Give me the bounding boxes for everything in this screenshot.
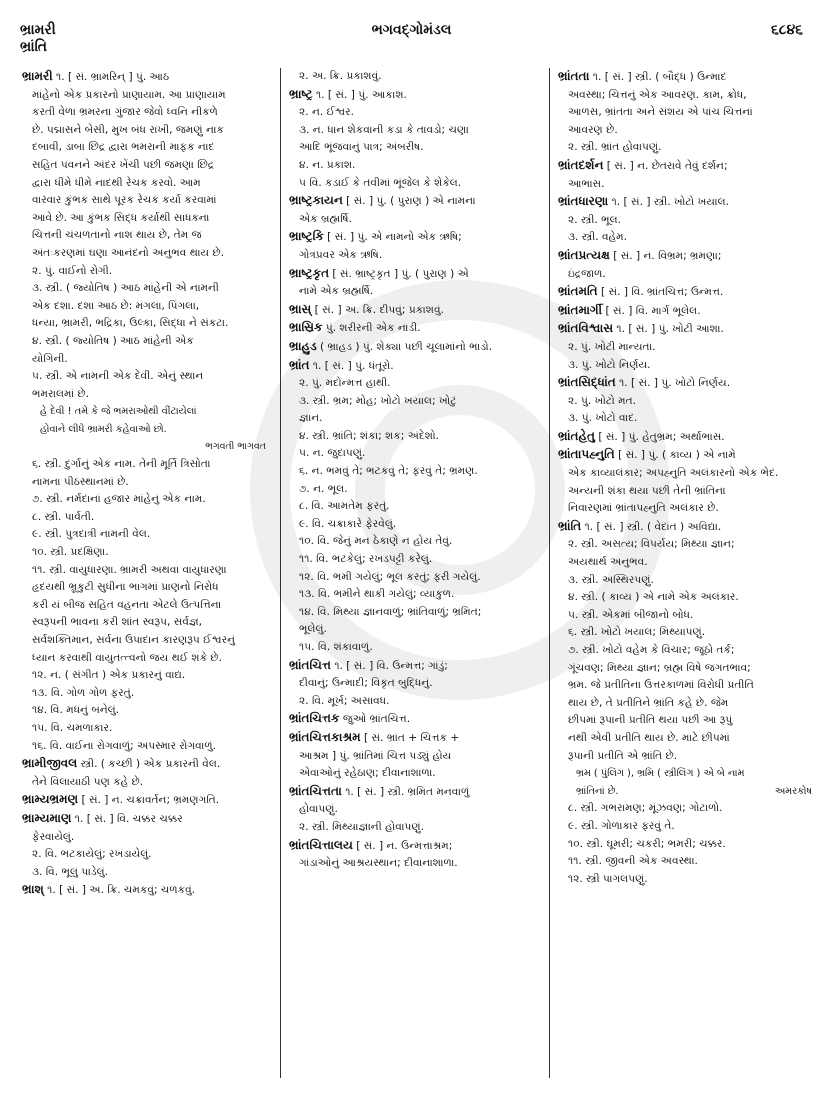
definition-line: ગાંડાઓનું આશ્રયસ્થાન; દીવાનાશાળા. bbox=[299, 857, 458, 870]
definition-line: આળસ, ભ્રાંતતા અને સંશય એ પાંચ ચિત્તનાં bbox=[568, 106, 753, 119]
headword: ભ્રાસ્રિક bbox=[289, 320, 323, 335]
definition-line: માંહેનો એક પ્રકારનો પ્રાણાયામ. આ પ્રાણાયામ bbox=[32, 88, 226, 101]
headword: ભ્રામ્યભ્રમણ bbox=[22, 792, 79, 807]
definition-line: હૃદયથી ભ્રૂકુટી સુધીના ભાગમાં પ્રાણનો નિરોધ bbox=[32, 581, 219, 594]
headword: ભ્રાંતમાર્ગી bbox=[558, 302, 603, 317]
definition-line: રૂપાની પ્રતીતિ એ ભ્રાંતિ છે. bbox=[568, 749, 678, 762]
citation-source: ભગવતી ભાગવત bbox=[205, 441, 266, 453]
definition-text: [ સં. ] પું. એ નામનો એક ઋષિ; bbox=[323, 231, 462, 244]
headword: ભ્રામીજીવલ bbox=[22, 756, 78, 771]
entry-first-line bbox=[558, 193, 812, 212]
definition-line: દબાવી, ડાબા છિદ્ર દ્વારા ભમરાની માફક નાદ bbox=[32, 141, 215, 154]
definition-line: ૨. વિ. ભટકાયેલું; રખડાયેલું. bbox=[32, 848, 152, 861]
definition-line: સહિત પવનને અંદર ખેંચી પછી જમણા છિદ્ર bbox=[32, 158, 215, 171]
entry-first-line bbox=[289, 265, 541, 284]
entry-first-line bbox=[289, 86, 541, 105]
definition-line: ૧૩. વિ. ભમીને થાકી ગયેલું; વ્યાકુળ. bbox=[299, 588, 455, 601]
entry-first-line bbox=[289, 319, 541, 338]
definition-text: ૧. [ સં. ભ્રામરિન્ ] પું. આઠ bbox=[52, 71, 170, 83]
definition-line: ૭. સ્ત્રી. નર્મદાનાં હજાર માંહેનું એક નામ. bbox=[32, 493, 206, 506]
definition-line: ઇંદ્રજાળ. bbox=[568, 267, 606, 280]
entry-first-line bbox=[289, 710, 541, 729]
definition-line: તેને વિલાયાઠી પણ કહે છે. bbox=[32, 775, 144, 788]
entry-first-line bbox=[558, 428, 812, 447]
definition-line: સ્વરૂપની ભાવના કરી શાંત સ્વરૂપ, સર્વજ્ઞ, bbox=[32, 616, 203, 629]
definition-line: ૨. અ. ક્રિ. પ્રકાશવું. bbox=[299, 70, 382, 82]
headword: ભ્રાંતસિદ્ધાંત bbox=[558, 375, 616, 390]
entry-first-line bbox=[22, 881, 272, 900]
headword: ભ્રાંતચિત્ત bbox=[289, 657, 331, 672]
definition-line: નામે એક બ્રહ્મર્ષિ. bbox=[299, 285, 374, 298]
definition-text: ૧. [ સં. ] પું. ખોટી આશા. bbox=[613, 323, 724, 336]
definition-text: [ સં. ] પું. ( પુરાણ ) એ નામના bbox=[342, 195, 476, 208]
definition-line: ૭. સ્ત્રી. ખોટો વહેમ કે વિચાર; જૂઠો તર્ક; bbox=[568, 644, 735, 656]
definition-text: [ સં. ] પું. ( કાવ્ય ) એ નામે bbox=[614, 449, 736, 462]
definition-text: ૧. [ સં. ] સ્ત્રી. ( વેદાંત ) અવિદ્યા. bbox=[581, 520, 722, 533]
entry-first-line bbox=[289, 729, 541, 748]
definition-line: ૭. ન. ભૂલ. bbox=[299, 482, 348, 495]
entry-first-line bbox=[558, 302, 812, 321]
definition-line: છે. પદ્માસને બેસી, મુખ બંધ રાખી, જમણું નાક bbox=[32, 123, 224, 136]
definition-text: ૧. [ સં. ] વિ. ઉન્મત્ત; ગાંડું; bbox=[330, 659, 448, 672]
definition-line: ૫ વિ. કડાઈ કે તવીમાં ભૂંજેલ કે શેકેલ. bbox=[299, 176, 462, 189]
quotation-text: હે દેવી ! તમે કે જે ભમરાઓથી વીંટાયેલાં bbox=[40, 406, 197, 418]
headword: ભ્રાષ્ટ્રકાયન bbox=[289, 193, 343, 208]
headword: ભ્રાહુડ bbox=[289, 338, 317, 353]
definition-text: ૧. [ સં. ] પું. ખોટો નિર્ણય. bbox=[615, 377, 731, 390]
headword: ભ્રાસ્ bbox=[289, 301, 312, 316]
quotation-text: ભ્રમ ( પુંલિંગ ), ભ્રમિ ( સ્ત્રીલિંગ ) એ બે નામ bbox=[576, 768, 745, 780]
definition-line: ૨. પું. ખોટો મત. bbox=[568, 394, 636, 407]
entry-first-line bbox=[289, 657, 541, 676]
definition-line: ગોત્રપ્રવર એક ઋષિ. bbox=[299, 248, 383, 261]
definition-line: સર્વશક્તિમાન, સર્વના ઉપાદાન કારણરૂપ ઈશ્વરનું bbox=[32, 634, 235, 646]
definition-line: અયથાર્થ અનુભવ. bbox=[568, 556, 648, 569]
definition-text: ૧. [ સં. ] પું. ધંતૂરો. bbox=[309, 359, 394, 372]
definition-line: એક બ્રહ્મર્ષિ. bbox=[299, 212, 352, 225]
definition-line: ૨. પું. મદોન્મત્ત હાથી. bbox=[299, 377, 391, 390]
definition-line: આશ્રમ ] પું. ભ્રાંતિમાં ચિત્ત પડ્યું હોય bbox=[299, 749, 452, 762]
definition-text: [ સં. ] વિ. ભ્રાંતચિત્ત; ઉન્મત્ત. bbox=[597, 286, 724, 299]
definition-line: ૨. ન. ઈશ્વર. bbox=[299, 106, 354, 119]
definition-line: ૨. સ્ત્રી. મિથ્યાજ્ઞાની હોવાપણું. bbox=[299, 820, 424, 833]
headword: ભ્રામ્યમાણ bbox=[22, 810, 72, 825]
definition-line: ધન્યા, ભ્રામરી, ભદ્રિકા, ઉલ્કા, સિદ્ધા ને સંકટા. bbox=[32, 317, 229, 330]
quotation-text: ભ્રાંતિનાં છે. bbox=[576, 785, 619, 797]
definition-line: આવરણ છે. bbox=[568, 123, 618, 136]
entry-first-line bbox=[22, 68, 272, 87]
headword: ભ્રાંતપ્રત્યક્ષ bbox=[558, 247, 610, 262]
definition-line: ભ્રમ. જે પ્રતીતિના ઉત્તરકાળમાં વિરોધી પ્રતીતિ bbox=[568, 679, 754, 692]
definition-line: ૪. સ્ત્રી. ભ્રાંતિ; શંકા; શક; અંદેશો. bbox=[299, 429, 439, 442]
definition-line: ૩. ન. ધાન શેકવાની કડા કે તાવડો; ચણા bbox=[299, 123, 469, 136]
definition-line: આવે છે. આ કુંભક સિદ્ધ કર્યાથી સાધકના bbox=[32, 211, 210, 224]
definition-line: ૧૫. વિ. ચમળાકાર. bbox=[32, 721, 113, 734]
entry-first-line bbox=[558, 374, 812, 393]
definition-line: ૨. સ્ત્રી. ભૂલ. bbox=[568, 213, 622, 226]
entry-first-line bbox=[22, 755, 272, 774]
dictionary-columns bbox=[22, 68, 812, 1078]
page-number: ૬૮૪૬ bbox=[770, 22, 803, 38]
headword: ભ્રાંતાપહ્નુતિ bbox=[558, 447, 615, 462]
definition-line: ૮. સ્ત્રી. પાર્વતી. bbox=[32, 510, 95, 523]
headword: ભ્રાંતચિત્તક bbox=[289, 711, 340, 726]
definition-line: ૬. સ્ત્રી. ખોટો ખયાલ; મિથ્યાપણું. bbox=[568, 626, 706, 639]
definition-line: ૧૧. સ્ત્રી. વાયુધારણા. ભ્રામરી અથવા વાયુધારણા bbox=[32, 563, 227, 576]
definition-line: ૩. સ્ત્રી. વહેમ. bbox=[568, 231, 627, 244]
definition-line: ૩. પું. ખોટો વાદ. bbox=[568, 412, 638, 425]
definition-line: ૩. સ્ત્રી. અસ્થિરપણું. bbox=[568, 573, 654, 586]
definition-line: ૩. સ્ત્રી. ભ્રમ; મોહ; ખોટો ખયાલ; ખોટું bbox=[299, 394, 457, 407]
definition-line: ૨. સ્ત્રી. અસત્ય; વિપર્યય; મિથ્યા જ્ઞાન; bbox=[568, 538, 735, 551]
definition-text: [ સં. ] પું. હેતુભ્રમ; અર્થાભાસ. bbox=[594, 430, 725, 443]
definition-line: એક કાવ્યાલંકાર; અપહ્નુતિ અલંકારનો એક ભેદ. bbox=[568, 467, 779, 480]
definition-line: ૯. વિ. ચક્રાકારે ફેરવેલું. bbox=[299, 517, 397, 530]
entry-first-line bbox=[558, 247, 812, 266]
headword: ભ્રાંતમતિ bbox=[558, 284, 598, 299]
definition-text: [ સં. ] ન. ચક્રાવર્તન; ભ્રમણગતિ. bbox=[78, 794, 220, 807]
entry-first-line bbox=[289, 338, 541, 357]
column-2 bbox=[280, 68, 550, 1078]
headword: ભ્રાંતતા bbox=[558, 69, 590, 83]
definition-line: દ્વારા ધીમે ધીમે નાદથી રેચક કરવો. આમ bbox=[32, 176, 201, 189]
definition-text: જુઓ ભ્રાંતચિત્ત. bbox=[339, 713, 411, 726]
definition-line: ૩. વિ. ભૂલું પાડેલું. bbox=[32, 865, 109, 878]
entry-first-line bbox=[558, 446, 812, 465]
definition-text: ૧. [ સં. ] સ્ત્રી. ભ્રમિત મનવાળું bbox=[341, 785, 470, 798]
definition-line: અવસ્થા; ચિત્તનું એક આવરણ. કામ, ક્રોધ, bbox=[568, 88, 747, 101]
definition-line: નથી એવી પ્રતીતિ થાય છે. માટે છીપમાં bbox=[568, 731, 730, 744]
definition-line: અન્યની શંકા થયા પછી તેની ભ્રાંતિના bbox=[568, 484, 726, 497]
definition-line: ૧૨. ન. ( સંગીત ) એક પ્રકારનું વાદ્ય. bbox=[32, 669, 186, 682]
headword: ભ્રાંતિ bbox=[558, 518, 582, 533]
definition-line: ૧૧. સ્ત્રી. જીવની એક અવસ્થા. bbox=[568, 855, 698, 868]
definition-line: જ્ઞાન. bbox=[299, 412, 323, 425]
headword: ભ્રાષ્ટ્રકિ bbox=[289, 229, 324, 244]
definition-line: વારંવાર કુંભક સાથે પૂરક રેચક કર્યા કરવામાં bbox=[32, 194, 217, 207]
entry-first-line bbox=[289, 192, 541, 211]
definition-line: ૮. સ્ત્રી. ગભરામણ; મૂંઝવણ; ગોટાળો. bbox=[568, 802, 723, 815]
definition-line: યોગિની. bbox=[32, 352, 68, 365]
definition-line: ૫. ન. જુદાપણું. bbox=[299, 447, 366, 460]
page-title: ભગવદ્ગોમંડલ bbox=[371, 22, 452, 38]
definition-line: ૪. સ્ત્રી. ( કાવ્ય ) એ નામે એક અલંકાર. bbox=[568, 591, 739, 604]
definition-line: અંતઃકરણમાં ઘણા આનંદનો અનુભવ થાય છે. bbox=[32, 246, 225, 259]
definition-text: સ્ત્રી. ( કચ્છી ) એક પ્રકારની વેલ. bbox=[77, 758, 221, 771]
definition-text: ૧. [ સં. ] પું. આકાશ. bbox=[312, 88, 407, 101]
definition-text: [ સં. ] અ. ક્રિ. દીપવું; પ્રકાશવું. bbox=[311, 303, 444, 316]
entry-first-line bbox=[289, 228, 541, 247]
entry-first-line bbox=[558, 68, 812, 87]
definition-text: [ સં. ] ન. છેતરાવે તેવું દર્શન; bbox=[603, 159, 728, 172]
definition-line: ૬. સ્ત્રી. દુર્ગાનું એક નામ. તેની મૂર્તિ ત્રિસોતા bbox=[32, 458, 211, 471]
definition-line: આભાસ. bbox=[568, 177, 605, 190]
entry-first-line bbox=[558, 283, 812, 302]
definition-line: એવાઓનું રહેઠાણ; દીવાનાશાળા. bbox=[299, 767, 436, 780]
headword: ભ્રાંત bbox=[289, 357, 310, 372]
definition-line: ૫. સ્ત્રી. એ નામની એક દેવી. એનું સ્થાન bbox=[32, 370, 204, 383]
definition-line: ભૂલેલું. bbox=[299, 623, 327, 636]
definition-line: ૩. સ્ત્રી. ( જ્યોતિષ ) આઠ માંહેની એ નામની bbox=[32, 282, 219, 295]
definition-line: ૮. વિ. આમતેમ ફરતું. bbox=[299, 500, 390, 513]
definition-line: કરી યં બીજ સહિત વહનતા એટલે ઉત્પત્તિના bbox=[32, 598, 222, 611]
definition-line: નિવારણમાં ભ્રાંતાપહ્નુતિ અલંકાર છે. bbox=[568, 502, 719, 515]
definition-line: એક દશા. દશા આઠ છે: મંગલા, પિંગલા, bbox=[32, 299, 200, 312]
definition-line: ૨. વિ. મૂર્ખ; અસાવધ. bbox=[299, 694, 390, 707]
definition-line: ૧૦. સ્ત્રી. પ્રદક્ષિણા. bbox=[32, 546, 109, 559]
entry-first-line bbox=[289, 783, 541, 802]
definition-line: ૨. પું. વાઈનો રોગી. bbox=[32, 264, 113, 277]
definition-line: ૫. સ્ત્રી. એકમાં બીજાનો બોધ. bbox=[568, 608, 694, 621]
definition-text: ૧. [ સં. ] વિ. ચક્કર ચક્કર bbox=[71, 812, 183, 825]
definition-text: પું. શરીરની એક નાડી. bbox=[322, 322, 421, 335]
definition-line: ૧૦. વિ. જેનું મન ઠેકાણે ન હોય તેવું. bbox=[299, 535, 453, 548]
definition-text: ૧. [ સં. ] સ્ત્રી. ખોટો ખયાલ. bbox=[608, 196, 729, 209]
definition-line: ધ્યાન કરવાથી વાયુતત્ત્વનો જય થઈ શકે છે. bbox=[32, 651, 222, 664]
quotation-text: હોવાને લીધે ભ્રામરી કહેવાઓ છો. bbox=[40, 423, 167, 435]
headword: ભ્રાંતધારણા bbox=[558, 194, 609, 209]
definition-line: ૨. પું. ખોટી માન્યતા. bbox=[568, 340, 656, 353]
definition-line: નામના પીઠસ્થાનમાં છે. bbox=[32, 475, 129, 488]
definition-line: ૪. સ્ત્રી. ( જ્યોતિષ ) આઠ માંહેની એક bbox=[32, 334, 194, 347]
definition-line: હોવાપણું. bbox=[299, 803, 338, 816]
definition-text: [ સં. ] ન. વિભ્રમ; ભ્રમણા; bbox=[609, 249, 722, 262]
definition-line: આદિ ભૂંજવાનું પાત્ર; અંબરીષ. bbox=[299, 141, 424, 154]
entry-first-line bbox=[22, 810, 272, 829]
headword: ભ્રાંતહેતુ bbox=[558, 428, 595, 443]
definition-line: ૧૧. વિ. ભટકેલું; રખડપટ્ટી કરેલું. bbox=[299, 553, 433, 566]
entry-first-line bbox=[289, 301, 541, 320]
entry-first-line bbox=[289, 357, 541, 376]
page-header bbox=[20, 22, 803, 64]
headword: ભ્રાંતચિત્તતા bbox=[289, 783, 342, 798]
headword: ભ્રાંતવિશ્વાસ bbox=[558, 321, 614, 336]
guide-word-first: ભ્રામરી bbox=[20, 22, 56, 38]
definition-line: ૧૪. વિ. મિથ્યા જ્ઞાનવાળું; ભ્રાંતિવાળું; ભ્રમિત; bbox=[299, 605, 482, 618]
definition-line: ભમરાલમાં છે. bbox=[32, 387, 90, 400]
entry-first-line bbox=[22, 791, 272, 810]
column-3 bbox=[550, 68, 812, 1078]
definition-line: ૧૫. વિ. શંકાવાળું. bbox=[299, 641, 373, 653]
headword: ભ્રાંતચિત્તાલય bbox=[289, 837, 353, 852]
citation-source: અમરકોષ bbox=[774, 785, 812, 797]
headword: ભ્રાષ્ટ્ર bbox=[289, 86, 313, 101]
definition-line: કરતી વેળા ભ્રમરના ગુંજાર જેવો ધ્વનિ નીકળે bbox=[32, 106, 218, 119]
headword: ભ્રાંતદર્શન bbox=[558, 157, 604, 172]
entry-first-line bbox=[289, 837, 541, 856]
definition-line: ૯. સ્ત્રી. ગોળાકાર ફરવું તે. bbox=[568, 819, 675, 832]
definition-line: ફેરવાયેલું. bbox=[32, 830, 75, 843]
headword: ભ્રાષ્ટ્રકૃત bbox=[289, 265, 330, 280]
guide-word-last: ભ્રાંતિ bbox=[20, 39, 48, 55]
definition-text: ૧. [ સં. ] સ્ત્રી. ( બૌદ્ધ ) ઉન્માદ bbox=[589, 71, 727, 83]
definition-text: [ સં. ] વિ. માર્ગ ભૂલેલ. bbox=[602, 304, 701, 317]
definition-line: ૧૬. વિ. વાઈના રોગવાળું; અપસ્માર રોગવાળું. bbox=[32, 739, 216, 752]
definition-line: છીપમાં રૂપાની પ્રતીતિ થયા પછી આ રૂપું bbox=[568, 714, 733, 727]
column-1 bbox=[22, 68, 280, 1078]
quotation-with-source bbox=[558, 783, 812, 801]
headword: ભ્રાશ્ bbox=[22, 882, 44, 897]
definition-line: ૯. સ્ત્રી. પુત્રદાત્રી નામની વેલ. bbox=[32, 528, 151, 541]
entry-first-line bbox=[558, 320, 812, 339]
definition-text: [ સં. ભ્રાંત + ચિત્તક + bbox=[360, 731, 460, 744]
definition-line: થાય છે, તે પ્રતીતિને ભ્રાંતિ કહે છે. જેમ bbox=[568, 696, 729, 709]
definition-line: ૧૩. વિ. ગોળ ગોળ ફરતું. bbox=[32, 686, 135, 699]
definition-line: ૬. ન. ભમવું તે; ભટકવું તે; ફરવું તે; ભ્રમણ. bbox=[299, 465, 478, 478]
definition-line: ૨. સ્ત્રી. ભ્રાંત હોવાપણું. bbox=[568, 141, 662, 154]
entry-first-line bbox=[558, 157, 812, 176]
definition-line: ૧૨. સ્ત્રી પાગલપણું. bbox=[568, 872, 648, 885]
definition-line: ૧૪. વિ. મધનું બનેલું. bbox=[32, 704, 120, 717]
definition-text: [ સં. ભ્રાષ્ટ્રકૃત ] પું. ( પુરાણ ) એ bbox=[329, 267, 469, 280]
headword: ભ્રામરી bbox=[22, 69, 53, 83]
definition-line: ગૂંચવણ; મિથ્યા જ્ઞાન; બ્રહ્મ વિષે જગતભાવ; bbox=[568, 661, 751, 674]
definition-line: ૧૦. સ્ત્રી. ઘૂમરી; ચકરી; ભમરી; ચક્કર. bbox=[568, 837, 726, 850]
definition-line: ચિત્તની ચંચળતાનો નાશ થાય છે, તેમ જ bbox=[32, 229, 202, 242]
definition-text: ( ભ્રાહડ ) પું. શેક્યા પછી ચૂલામાંનો ભાડો. bbox=[316, 340, 493, 353]
definition-text: ૧. [ સં. ] અ. ક્રિ. ચમકવું; ચળકવું. bbox=[43, 884, 196, 897]
definition-line: ૧૨. વિ. ભમી ગયેલું; ભૂલ કરતું; ફરી ગયેલું. bbox=[299, 570, 481, 583]
definition-line: ૩. પું. ખોટો નિર્ણય. bbox=[568, 358, 651, 371]
definition-line: દીવાનું; ઉન્માદી; વિકૃત બુદ્ધિનું. bbox=[299, 677, 433, 690]
headword: ભ્રાંતચિત્તકાશ્રમ bbox=[289, 729, 361, 744]
definition-line: ૪. ન. પ્રકાશ. bbox=[299, 158, 356, 171]
entry-first-line bbox=[558, 518, 812, 537]
definition-text: [ સં. ] ન. ઉન્મત્તાશ્રમ; bbox=[352, 839, 453, 852]
